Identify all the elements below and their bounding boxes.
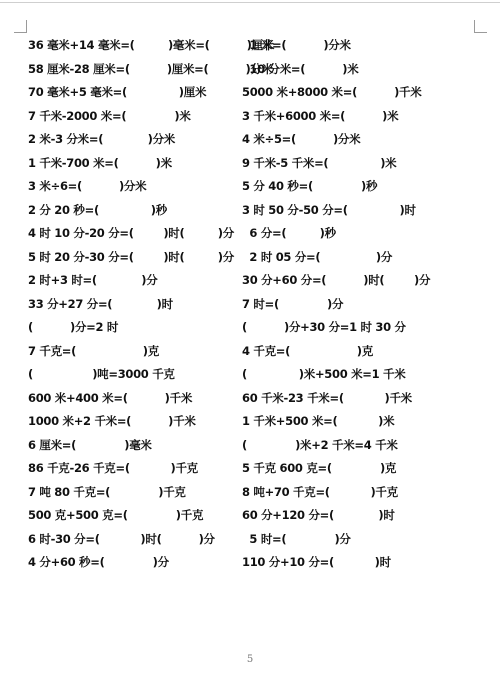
exercise-right: 60 千米-23 千米=( )千米 [242, 390, 412, 405]
exercise-row [0, 412, 500, 430]
exercise-row [0, 389, 500, 407]
exercise-right: 2 时 05 分=( )分 [242, 249, 393, 264]
exercise-left: 58 厘米-28 厘米=( )厘米=( )分米 [28, 61, 273, 76]
exercise-right: ( )米+500 米=1 千米 [242, 367, 406, 381]
exercise-row [0, 107, 500, 125]
exercise-right: ( )分+30 分=1 时 30 分 [242, 320, 406, 334]
exercise-left: 6 时-30 分=( )时( )分 [28, 531, 215, 546]
exercise-right: 7 时=( )分 [242, 296, 344, 311]
exercise-right: 30 分+60 分=( )时( )分 [242, 273, 431, 287]
exercise-row [0, 60, 500, 78]
exercise-right: 6 分=( )秒 [242, 226, 336, 240]
exercise-right: 5000 米+8000 米=( )千米 [242, 85, 422, 99]
exercise-row [0, 36, 500, 54]
exercise-right: ( )米+2 千米=4 千米 [242, 437, 398, 452]
exercise-row [0, 553, 500, 571]
exercise-left: 4 时 10 分-20 分=( )时( )分 [28, 226, 234, 240]
exercise-left: 7 千克=( )克 [28, 343, 159, 358]
exercise-right: 4 千克=( )克 [242, 343, 373, 358]
exercise-left: 1 千米-700 米=( )米 [28, 155, 172, 170]
exercise-right: 3 时 50 分-50 分=( )时 [242, 202, 416, 217]
exercise-row [0, 154, 500, 172]
exercise-right: 10 分米=( )米 [242, 61, 359, 76]
exercise-left: 86 千克-26 千克=( )千克 [28, 461, 198, 475]
exercise-left: 70 毫米+5 毫米=( )厘米 [28, 85, 207, 99]
exercise-row [0, 177, 500, 195]
exercise-left: 1000 米+2 千米=( )千米 [28, 414, 196, 428]
exercise-right: 5 时=( )分 [242, 531, 351, 546]
exercise-row [0, 83, 500, 101]
exercise-right: 3 千米+6000 米=( )米 [242, 108, 399, 123]
exercise-left: 7 吨 80 千克=( )千克 [28, 484, 186, 499]
exercise-row [0, 271, 500, 289]
exercise-row [0, 459, 500, 477]
exercise-row [0, 530, 500, 548]
exercise-right: 9 千米-5 千米=( )米 [242, 155, 397, 170]
exercise-row [0, 295, 500, 313]
page-number: 5 [246, 654, 254, 665]
exercise-right: 1 米=( )分米 [242, 38, 351, 52]
exercise-left: 600 米+400 米=( )千米 [28, 390, 193, 405]
exercise-right: 60 分+120 分=( )时 [242, 508, 395, 522]
header-rule [0, 2, 500, 3]
exercise-left: 5 时 20 分-30 分=( )时( )分 [28, 249, 234, 264]
exercise-row [0, 224, 500, 242]
exercise-row [0, 483, 500, 501]
exercise-right: 1 千米+500 米=( )米 [242, 414, 395, 428]
exercise-left: ( )分=2 时 [28, 320, 119, 334]
exercise-left: 4 分+60 秒=( )分 [28, 555, 169, 569]
exercise-left: 36 毫米+14 毫米=( )毫米=( )厘米 [28, 38, 275, 52]
exercise-right: 5 分 40 秒=( )秒 [242, 179, 378, 193]
exercise-left: 7 千米-2000 米=( )米 [28, 108, 191, 123]
exercise-row [0, 201, 500, 219]
exercise-left: 6 厘米=( )毫米 [28, 437, 152, 452]
exercise-right: 4 米÷5=( )分米 [242, 132, 361, 146]
exercise-left: 500 克+500 克=( )千克 [28, 508, 204, 522]
exercise-right: 5 千克 600 克=( )克 [242, 461, 397, 475]
crop-mark-top-right [474, 20, 487, 33]
exercise-row [0, 365, 500, 383]
exercise-left: 33 分+27 分=( )时 [28, 296, 173, 311]
exercise-row [0, 248, 500, 266]
exercise-row [0, 342, 500, 360]
exercise-right: 110 分+10 分=( )时 [242, 555, 391, 569]
exercise-row [0, 506, 500, 524]
exercise-row [0, 436, 500, 454]
exercise-left: 2 分 20 秒=( )秒 [28, 202, 167, 217]
exercise-left: 2 时+3 时=( )分 [28, 273, 158, 287]
exercise-left: 3 米÷6=( )分米 [28, 179, 147, 193]
exercise-row [0, 318, 500, 336]
exercise-right: 8 吨+70 千克=( )千克 [242, 484, 398, 499]
exercise-left: ( )吨=3000 千克 [28, 367, 175, 381]
crop-mark-top-left [14, 20, 27, 33]
exercise-row [0, 130, 500, 148]
exercise-left: 2 米-3 分米=( )分米 [28, 132, 175, 146]
